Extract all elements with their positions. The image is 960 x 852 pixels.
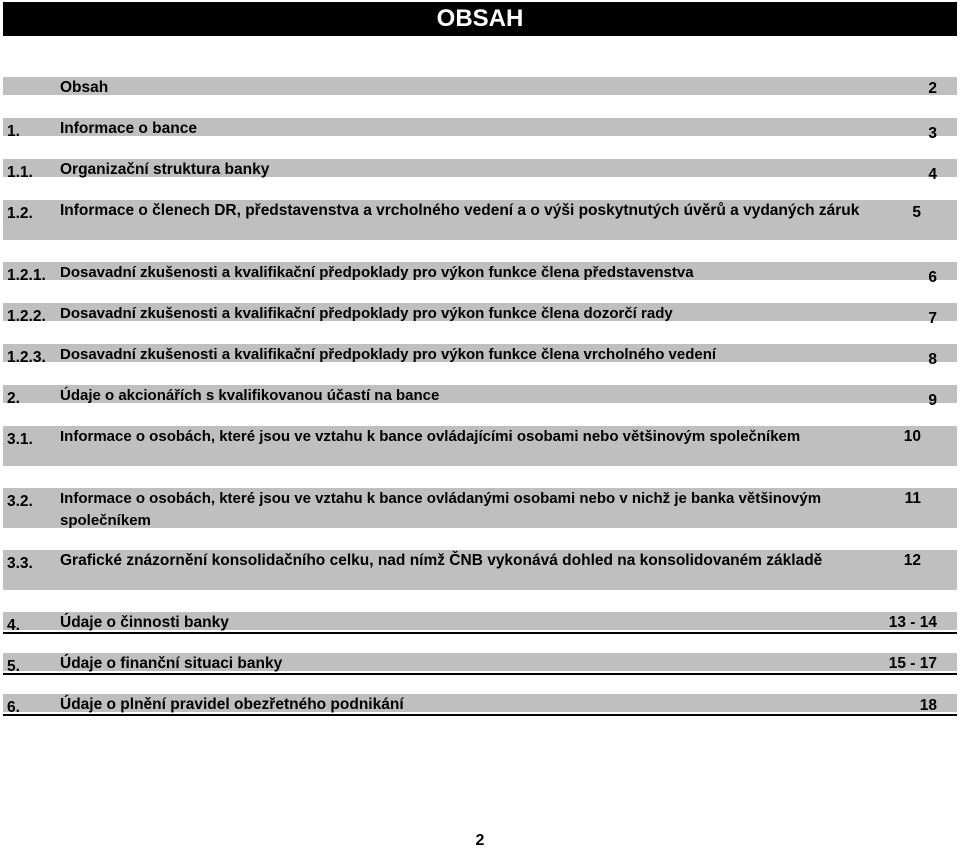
toc-entry-label: Údaje o činnosti banky <box>60 614 229 631</box>
toc-entry-4[interactable] <box>3 612 957 653</box>
toc-entry-1-2-3[interactable] <box>3 344 957 385</box>
toc-entry-page: 12 <box>903 552 921 569</box>
toc-entry-3-3[interactable] <box>3 550 957 612</box>
table-of-contents <box>3 77 957 735</box>
toc-entry-number: 1.1. <box>7 164 33 181</box>
toc-entry-number: 5. <box>7 658 20 675</box>
toc-entry-page: 18 <box>919 697 937 714</box>
toc-entry-5[interactable] <box>3 653 957 694</box>
toc-entry-obsah[interactable] <box>3 77 957 118</box>
toc-entry-1-1[interactable] <box>3 159 957 200</box>
toc-entry-number: 3.3. <box>7 555 33 572</box>
toc-entry-label: Informace o členech DR, představenstva a vrcholného vedení a o výši poskytnutých úvěrů a vydaných záruk <box>60 202 860 219</box>
toc-entry-label: Informace o bance <box>60 120 197 137</box>
toc-entry-label: Údaje o akcionářích s kvalifikovanou účastí na bance <box>60 387 440 404</box>
toc-entry-number: 1.2. <box>7 205 33 222</box>
toc-entry-page: 9 <box>928 392 937 409</box>
toc-entry-page: 6 <box>928 269 937 286</box>
toc-entry-3-2[interactable] <box>3 488 957 550</box>
toc-entry-page: 4 <box>928 166 937 183</box>
toc-entry-number: 3.1. <box>7 431 33 448</box>
toc-entry-page: 7 <box>928 310 937 327</box>
toc-entry-label: Grafické znázornění konsolidačního celku, nad nímž ČNB vykonává dohled na konsolidovaném základě <box>60 552 823 569</box>
toc-entry-page: 5 <box>912 204 921 221</box>
toc-entry-1-2-2[interactable] <box>3 303 957 344</box>
toc-entry-page: 3 <box>928 125 937 142</box>
toc-entry-page: 8 <box>928 351 937 368</box>
toc-entry-page: 13 - 14 <box>888 614 937 631</box>
toc-entry-page: 10 <box>903 428 921 445</box>
page-number: 2 <box>475 832 485 849</box>
toc-entry-1-2[interactable] <box>3 200 957 262</box>
toc-entry-label: Organizační struktura banky <box>60 161 270 178</box>
toc-entry-1-2-1[interactable] <box>3 262 957 303</box>
toc-entry-page: 15 - 17 <box>888 655 937 672</box>
toc-entry-number: 4. <box>7 617 20 634</box>
toc-entry-number: 1.2.3. <box>7 349 46 366</box>
toc-entry-number: 1.2.2. <box>7 308 46 325</box>
toc-entry-number: 3.2. <box>7 493 33 510</box>
page-title: OBSAH <box>3 2 957 36</box>
toc-entry-label: Dosavadní zkušenosti a kvalifikační předpoklady pro výkon funkce člena vrcholného vedení <box>60 346 717 363</box>
toc-entry-label: Údaje o plnění pravidel obezřetného podnikání <box>60 696 404 713</box>
toc-entry-page: 11 <box>904 490 921 507</box>
toc-entry-2[interactable] <box>3 385 957 426</box>
toc-entry-number: 2. <box>7 390 20 407</box>
toc-entry-label: Dosavadní zkušenosti a kvalifikační předpoklady pro výkon funkce člena dozorčí rady <box>60 305 673 322</box>
toc-entry-number: 1. <box>7 123 20 140</box>
toc-entry-label: Informace o osobách, které jsou ve vztahu k bance ovládajícími osobami nebo většinovým společníkem <box>60 428 801 445</box>
toc-entry-label: Informace o osobách, které jsou ve vztahu k bance ovládanými osobami nebo v nichž je banka většinovým společníkem <box>60 490 822 529</box>
toc-entry-label: Údaje o finanční situaci banky <box>60 655 283 672</box>
toc-entry-label: Obsah <box>60 79 109 96</box>
toc-entry-6[interactable] <box>3 694 957 735</box>
toc-entry-number: 6. <box>7 699 20 716</box>
toc-entry-3-1[interactable] <box>3 426 957 488</box>
toc-entry-1[interactable] <box>3 118 957 159</box>
toc-entry-number: 1.2.1. <box>7 267 46 284</box>
toc-entry-label: Dosavadní zkušenosti a kvalifikační předpoklady pro výkon funkce člena představenstva <box>60 264 694 281</box>
toc-entry-page: 2 <box>928 80 937 97</box>
